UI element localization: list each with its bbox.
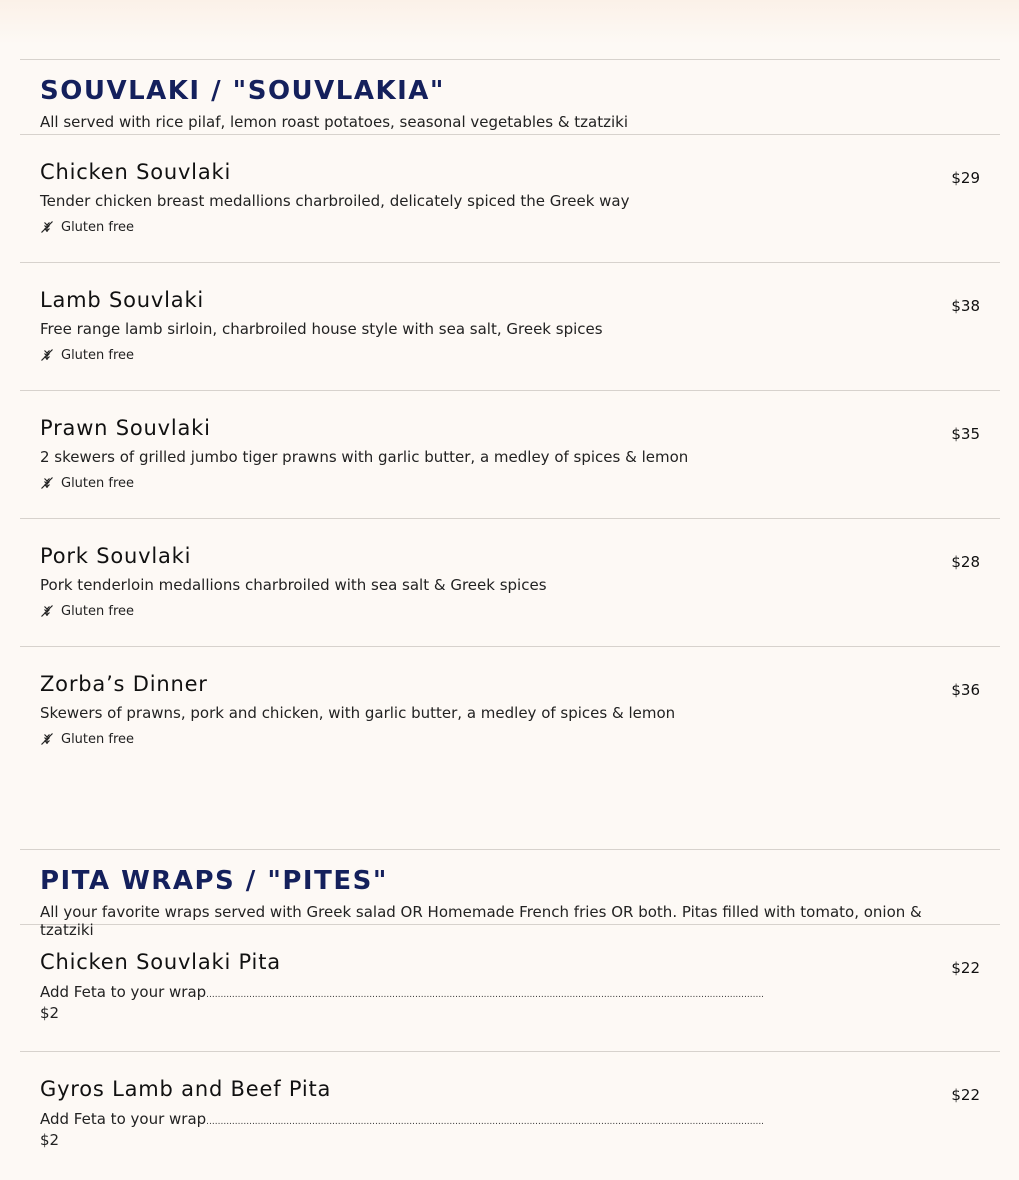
section-spacer bbox=[20, 775, 1000, 849]
menu-item[interactable] bbox=[20, 925, 1000, 1052]
section-description: All served with rice pilaf, lemon roast potatoes, seasonal vegetables & tzatziki bbox=[40, 113, 629, 131]
addon-label: Add Feta to your wrap bbox=[40, 983, 207, 1001]
menu-item[interactable] bbox=[20, 519, 1000, 647]
item-description: Pork tenderloin medallions charbroiled with sea salt & Greek spices bbox=[40, 576, 547, 594]
item-name: Pork Souvlaki bbox=[40, 544, 192, 568]
item-price: $36 bbox=[951, 681, 980, 699]
menu bbox=[20, 59, 1000, 1180]
item-description: Free range lamb sirloin, charbroiled house style with sea salt, Greek spices bbox=[40, 320, 603, 338]
diet-tag bbox=[40, 731, 980, 747]
item-price: $22 bbox=[951, 1086, 980, 1104]
item-name: Chicken Souvlaki Pita bbox=[40, 950, 281, 974]
menu-item[interactable] bbox=[20, 647, 1000, 775]
dot-leader: ................................................................................................................................................................................................... bbox=[206, 1117, 765, 1127]
item-price: $35 bbox=[951, 425, 980, 443]
menu-item[interactable] bbox=[20, 391, 1000, 519]
addon-line bbox=[40, 983, 765, 1004]
gluten-free-icon bbox=[40, 348, 54, 362]
item-description: 2 skewers of grilled jumbo tiger prawns with garlic butter, a medley of spices & lemon bbox=[40, 448, 689, 466]
item-name: Chicken Souvlaki bbox=[40, 160, 232, 184]
diet-tag bbox=[40, 475, 980, 491]
item-description: Tender chicken breast medallions charbroiled, delicately spiced the Greek way bbox=[40, 192, 630, 210]
diet-label: Gluten free bbox=[61, 603, 135, 619]
item-price: $28 bbox=[951, 553, 980, 571]
item-price: $38 bbox=[951, 297, 980, 315]
gluten-free-icon bbox=[40, 476, 54, 490]
addon-price: $2 bbox=[40, 1131, 60, 1149]
addon-line bbox=[40, 1110, 765, 1131]
addon-label: Add Feta to your wrap bbox=[40, 1110, 207, 1128]
diet-label: Gluten free bbox=[61, 347, 135, 363]
item-name: Zorba’s Dinner bbox=[40, 672, 208, 696]
diet-tag bbox=[40, 219, 980, 235]
item-price: $29 bbox=[951, 169, 980, 187]
dot-leader: ................................................................................................................................................................................................... bbox=[206, 990, 765, 1000]
menu-item[interactable] bbox=[20, 1052, 1000, 1180]
section-header-souvlaki bbox=[20, 59, 1000, 135]
item-name: Gyros Lamb and Beef Pita bbox=[40, 1077, 332, 1101]
section-title: PITA WRAPS / "PITES" bbox=[40, 866, 388, 896]
menu-item[interactable] bbox=[20, 263, 1000, 391]
gluten-free-icon bbox=[40, 220, 54, 234]
item-price: $22 bbox=[951, 959, 980, 977]
section-description: All your favorite wraps served with Greek salad OR Homemade French fries OR both. Pitas filled with tomato, onion & tzatziki bbox=[40, 903, 922, 939]
diet-tag bbox=[40, 347, 980, 363]
menu-item[interactable] bbox=[20, 135, 1000, 263]
diet-label: Gluten free bbox=[61, 475, 135, 491]
page-header-band bbox=[0, 0, 1019, 44]
item-name: Prawn Souvlaki bbox=[40, 416, 211, 440]
item-name: Lamb Souvlaki bbox=[40, 288, 205, 312]
diet-label: Gluten free bbox=[61, 731, 135, 747]
gluten-free-icon bbox=[40, 732, 54, 746]
diet-tag bbox=[40, 603, 980, 619]
item-description: Skewers of prawns, pork and chicken, with garlic butter, a medley of spices & lemon bbox=[40, 704, 676, 722]
addon-price: $2 bbox=[40, 1004, 60, 1022]
gluten-free-icon bbox=[40, 604, 54, 618]
section-header-pita-wraps bbox=[20, 849, 1000, 939]
section-title: SOUVLAKI / "SOUVLAKIA" bbox=[40, 76, 445, 106]
diet-label: Gluten free bbox=[61, 219, 135, 235]
